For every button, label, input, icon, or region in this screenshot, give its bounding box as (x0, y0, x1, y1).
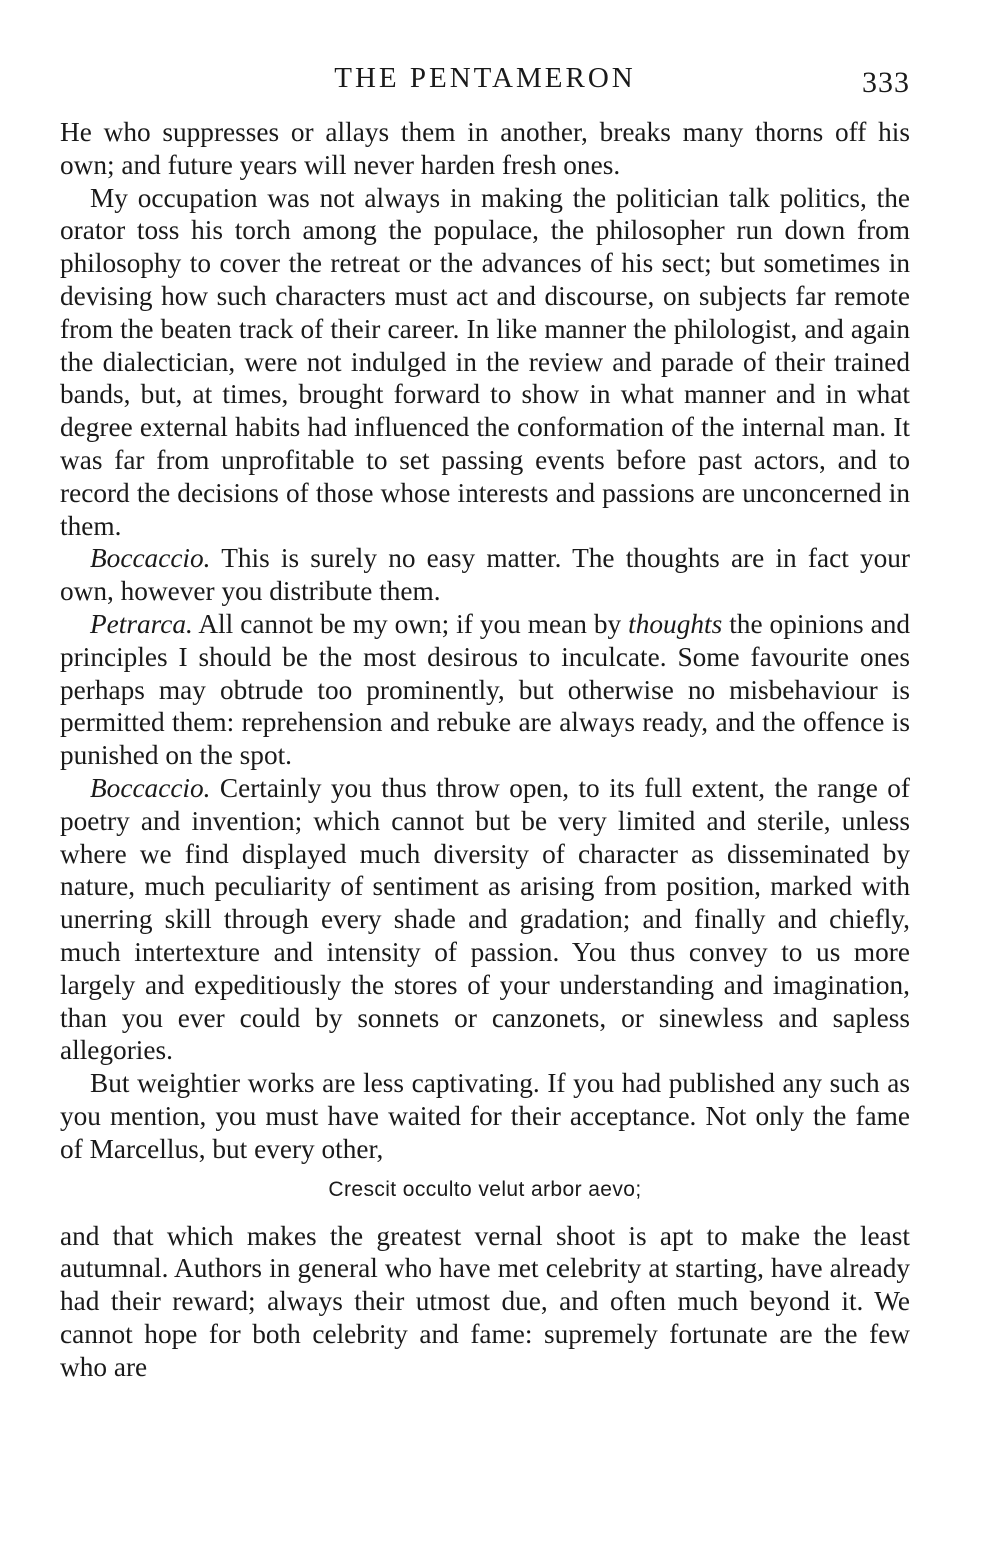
paragraph-2: My occupation was not always in making the politician talk politics, the orator toss his torch among the populace, the philosopher run down from philosophy to cover the retreat or the advances of his sect; but sometimes in devising how such characters must act and discourse, on subjects far remote from the beaten track of their career. In like manner the philologist, and again the dialectician, were not indulged in the review and parade of their trained bands, but, at times, brought forward to show in what manner and in what degree external habits had influenced the conformation of the internal man. It was far from unprofitable to set passing events before past actors, and to record the decisions of those whose interests and passions are unconcerned in them. (60, 182, 910, 541)
running-title: THE PENTAMERON (334, 62, 636, 94)
running-head (60, 0, 910, 100)
paragraph-3 (60, 542, 910, 608)
book-page (60, 0, 910, 1382)
speech-text: Certainly you thus throw open, to its full extent, the range of poetry and invention; which cannot but be very limited and sterile, unless where we find displayed much diversity of character as disseminated by nature, much peculiarity of sentiment as arising from position, marked with unerring skill through every shade and gradation; and finally and chiefly, much intertexture and intensity of passion. You thus convey to us more largely and expeditiously the stores of your understanding and imagination, than you ever could by sonnets or canzonets, or sinewless and sapless allegories. (60, 772, 910, 1066)
speech-text: All cannot be my own; if you mean by (192, 608, 629, 639)
speaker-name: Boccaccio. (90, 543, 211, 574)
latin-quotation: Crescit occulto velut arbor aevo; (328, 1177, 642, 1201)
speech-text: This is surely no easy matter. The thoughts are in fact your own, however you distribute them. (60, 543, 910, 607)
speech-text: the opinions and principles I should be the most desirous to inculcate. Some favourite ones perhaps may obtrude too prominently, but otherwise no misbehaviour is permitted them: reprehension and rebuke are always ready, and the offence is punished on the spot. (60, 608, 910, 771)
paragraph-6: But weightier works are less captivating. If you had published any such as you mention, you must have waited for their acceptance. Not only the fame of Marcellus, but every other, (60, 1068, 910, 1164)
paragraph-4 (60, 608, 910, 772)
speaker-name: Boccaccio. (90, 772, 211, 803)
emphasized-word: thoughts (628, 608, 723, 639)
paragraph-1: He who suppresses or allays them in another, breaks many thorns off his own; and future years will never harden fresh ones. (60, 117, 910, 180)
paragraph-7: and that which makes the greatest vernal shoot is apt to make the least autumnal. Authors in general who have met celebrity at starting, have already had their reward; always their utmost due, and often much beyond it. We cannot hope for both celebrity and fame: supremely fortunate are the few who are (60, 1220, 910, 1382)
speaker-name: Petrarca. (90, 608, 193, 639)
body-text (60, 116, 910, 1383)
page-number: 333 (862, 66, 910, 99)
paragraph-5 (60, 772, 910, 1067)
